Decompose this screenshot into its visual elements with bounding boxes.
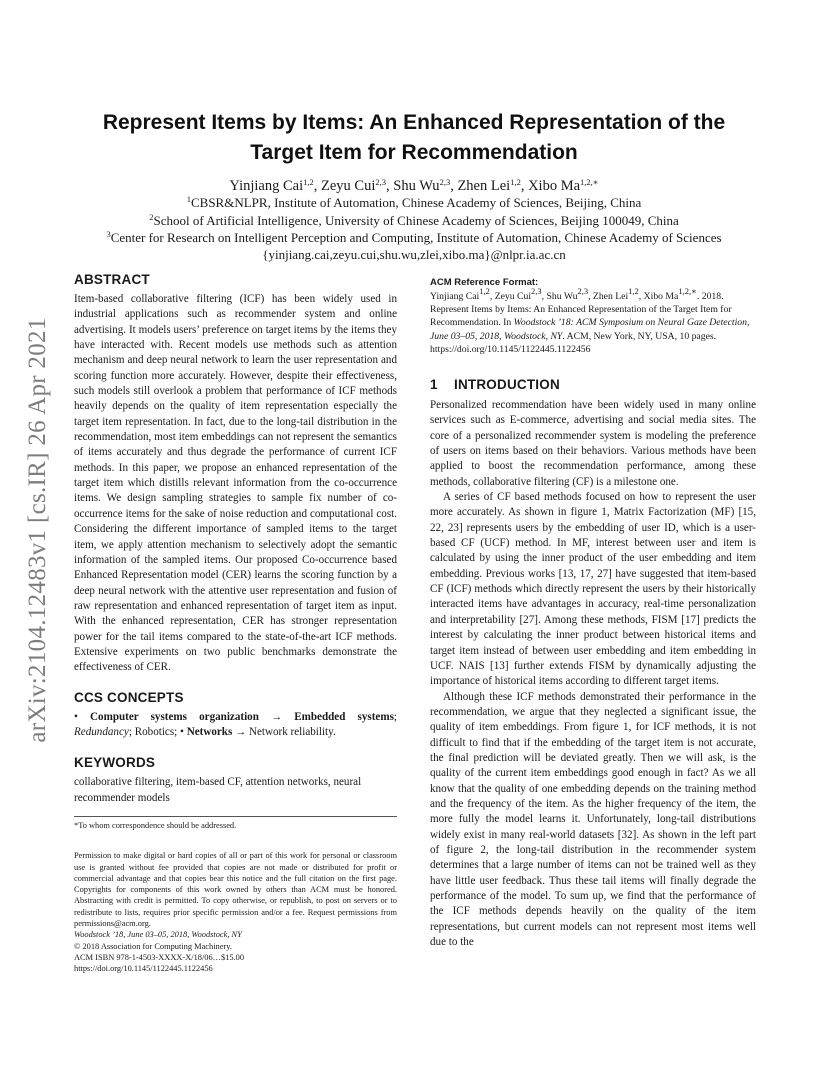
venue-line: Woodstock ’18, June 03–05, 2018, Woodstock, NY — [74, 930, 242, 940]
arxiv-id-text: arXiv:2104.12483v1 [cs.IR] 26 Apr 2021 — [24, 317, 51, 743]
affiliation-1: $^1$CBSR&NLPR, Institute of Automation, Chinese Academy of Sciences, Beijing, China — [186, 194, 642, 210]
left-column — [74, 271, 397, 975]
arxiv-identifier-stamp — [8, 295, 68, 765]
abstract-text: Item-based collaborative filtering (ICF) has been widely used in industrial applications such as recommender system and online advertising. It models users’ preference on target items by the items they have interacted with. Recent models use methods such as attention mechanism and deep neural network to learn the user representation and scoring function more accurately. However, despite their effectiveness, such models still overlook a problem that performance of ICF methods heavily depends on the quality of item representation especially the target item representation. In fact, due to the long-tail distribution in the recommendation, most item embeddings can not represent the semantics of items accurately and thus degrade the performance of current ICF methods. In this paper, we propose an enhanced representation of the target item which distills relevant information from the co-occurrence items. We design sampling strategies to sample fix number of co-occurrence items for the sake of noise reduction and computational cost. Considering the different importance of sampled items to the target item, we apply attention mechanism to selectively adopt the semantic information of the sampled items. Our proposed Co-occurrence based Enhanced Representation model (CER) learns the scoring function by a deep neural network with the attentive user representation and fusion of raw representation and enhanced representation of target item as input. With the enhanced representation, CER has stronger representation power for the tail items compared to the state-of-the-art ICF methods. Extensive experiments on two public benchmarks demonstrate the effectiveness of CER. — [74, 293, 397, 674]
doi-line: https://doi.org/10.1145/1122445.1122456 — [74, 964, 213, 974]
author-emails: {yinjiang.cai,zeyu.cui,shu.wu,zlei,xibo.ma}@nlpr.ia.ac.cn — [262, 247, 566, 262]
copyright-line: © 2018 Association for Computing Machinery. — [74, 941, 232, 951]
correspondence-footnote: *To whom correspondence should be addressed. — [74, 820, 237, 830]
author: Zeyu Cui$^{2,3}$ — [321, 177, 387, 194]
permissions-block — [74, 850, 397, 974]
acm-reference-text: Yinjiang Cai$^{1,2}$, Zeyu Cui$^{2,3}$, Shu Wu$^{2,3}$, Zhen Lei$^{1,2}$, Xibo $Ma^{1,2,∗}$. 2018. Represent Items by Items: An Enhanced Representation of the Target Item for Recommendation. In Woodstock ’18: ACM Symposium on Neural Gaze Detection, June 03–05, 2018, Woodstock, NY. ACM, New York, NY, USA, 10 pages. https://doi.org/10.1145/1122445.1122456 — [430, 286, 750, 355]
right-column — [430, 276, 756, 950]
keywords-heading: KEYWORDS — [74, 755, 156, 771]
ccs-concepts: • Computer systems organization → Embedded systems; Redundancy; Robotics; • Networks → Network reliability. — [74, 710, 397, 738]
paper-title: Represent Items by Items: An Enhanced Representation of the Target Item for Recommendation — [102, 111, 726, 164]
author: Zhen Lei$^{1,2}$ — [457, 177, 521, 194]
author: Xibo $Ma^{1,2,∗}$ — [528, 177, 599, 194]
affiliation-2: $^2$School of Artificial Intelligence, University of Chinese Academy of Sciences, Beijing 100049, China — [149, 212, 679, 228]
intro-paragraph-3: Although these ICF methods demonstrated their performance in the recommendation, we argue that they neglected a significant issue, the quality of item embeddings. From figure 1, for ICF methods, it is not difficult to find that if the embedding of the target item is not accurate, the final prediction will be deviated greatly. Then we will ask, is the quality of the current item embeddings good enough in fact? As we all know that the quality of one embedding depends on the training method and the frequency of the item. As the higher frequency of the item, the more fully the model learns it. Unfortunately, long-tail distributions widely exist in many real-world datasets [32]. As shown in the left part of figure 2, the long-tail distribution in the recommender system determines that a large number of items can not be trained well as they have little user feedback. Thus these tail items will finally degrade the performance of the model. To sum up, we find that the performance of the ICF methods depends heavily on the quality of the item representations, but current models can not represent most items well due to the — [430, 690, 756, 949]
permissions-text: Permission to make digital or hard copies of all or part of this work for personal or classroom use is granted without fee provided that copies are not made or distributed for profit or commercial advantage and that copies bear this notice and the full citation on the first page. Copyrights for components of this work owned by others than ACM must be honored. Abstracting with credit is permitted. To copy otherwise, or republish, to post on servers or to redistribute to lists, requires prior specific permission and/or a fee. Request permissions from permissions@acm.org. — [74, 851, 397, 929]
author: Shu Wu$^{2,3}$ — [393, 177, 451, 194]
isbn-line: ACM ISBN 978-1-4503-XXXX-X/18/06…$15.00 — [74, 952, 245, 962]
introduction-heading: 1 INTRODUCTION — [430, 377, 560, 393]
acm-reference-heading: ACM Reference Format: — [430, 277, 539, 288]
affiliation-3: $^3$Center for Research on Intelligent Perception and Computing, Institute of Automation, Chinese Academy of Sciences — [106, 229, 722, 245]
footnote-rule — [74, 816, 397, 817]
keywords-text: collaborative filtering, item-based CF, attention networks, neural recommender models — [74, 776, 362, 804]
intro-paragraph-1: Personalized recommendation have been widely used in many online services such as E-commerce, advertising and social media sites. The core of a personalized recommender system is modeling the preference of users on items based on their behaviors. Various methods have been applied to boost the recommendation performance, among these methods, collaborative filtering (CF) is a milestone one. — [430, 399, 756, 488]
author: Yinjiang Cai$^{1,2}$ — [229, 177, 314, 194]
ccs-heading: CCS CONCEPTS — [74, 689, 184, 705]
intro-paragraph-2: A series of CF based methods focused on how to represent the user more accurately. As shown in figure 1, Matrix Factorization (MF) [15, 22, 23] represents users by the embedding of user ID, which is a user-based CF (UCF) method. In MF, interest between user and item is calculated by using the inner product of the user embedding and item embedding. Previous works [13, 17, 27] have suggested that item-based CF (ICF) methods which directly represent the users by their historically interacted items have advantages in accuracy, real-time personalization and interpretability [27]. Among these methods, FISM [17] predicts the interest by calculating the inner product between historical items and target item instead of between user embedding and item embedding in UCF. NAIS [13] further extends FISM by dynamically adjusting the importance of historical items according to different target items. — [430, 491, 756, 688]
abstract-heading: ABSTRACT — [74, 272, 150, 287]
author-list: Yinjiang Cai$^{1,2}$, Zeyu Cui$^{2,3}$, Shu Wu$^{2,3}$, Zhen Lei$^{1,2}$, Xibo $Ma^{1,2,∗}$ — [229, 177, 599, 194]
